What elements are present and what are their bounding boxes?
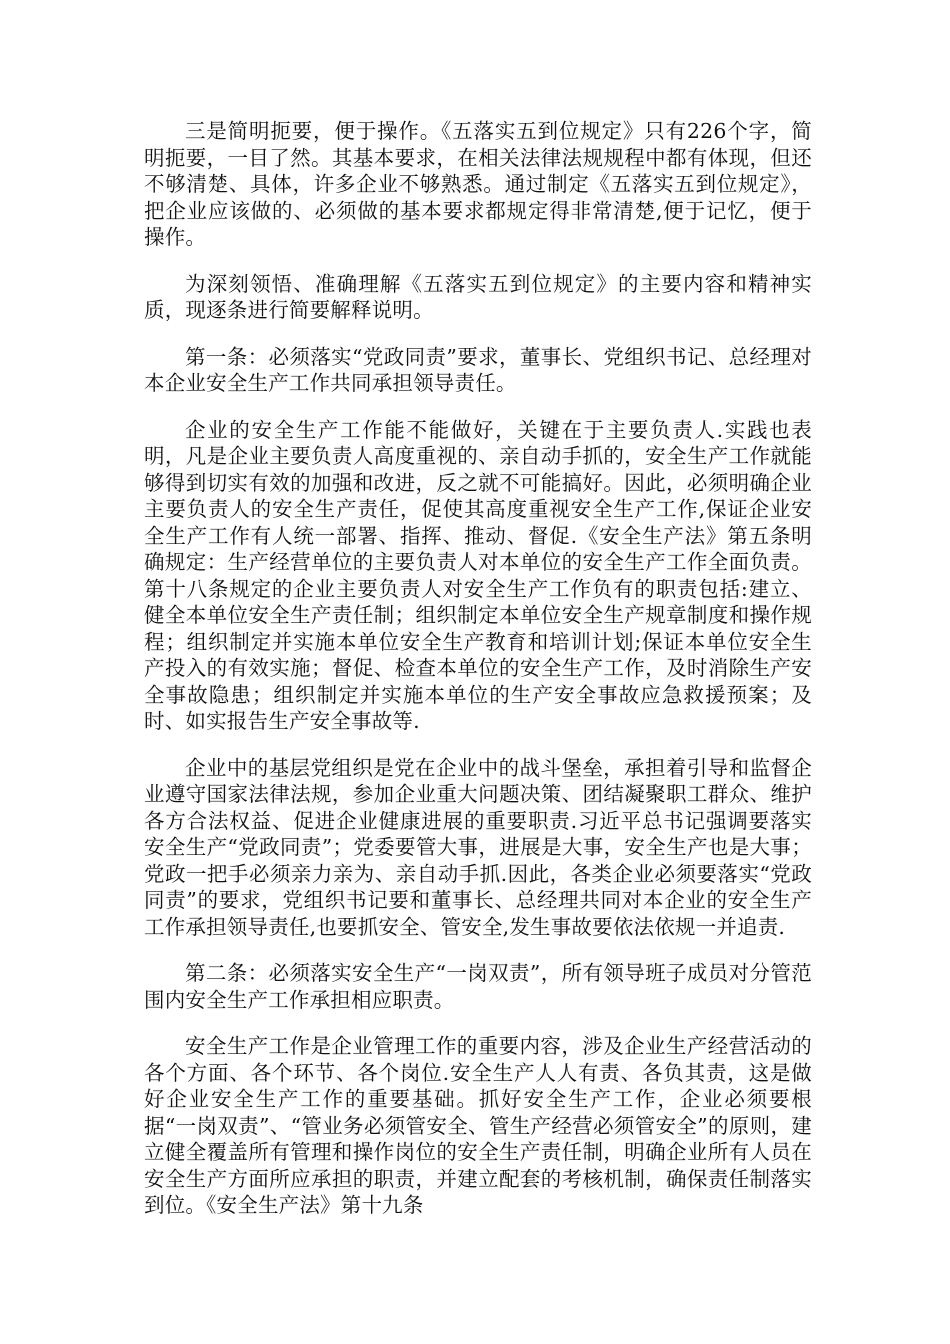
- paragraph-explanation-intro: 为深刻领悟、准确理解《五落实五到位规定》的主要内容和精神实质，现逐条进行简要解释说明。: [144, 271, 812, 322]
- paragraph-main-responsible-person: 企业的安全生产工作能不能做好，关键在于主要负责人.实践也表明，凡是企业主要负责人高度重视的、亲自动手抓的，安全生产工作就能够得到切实有效的加强和改进，反之就不可能搞好。因此，必须明确企业主要负责人的安全生产责任，促使其高度重视安全生产工作,保证企业安全生产工作有人统一部署、指挥、推动、督促.《安全生产法》第五条明确规定：生产经营单位的主要负责人对本单位的安全生产工作全面负责。第十八条规定的企业主要负责人对安全生产工作负有的职责包括:建立、健全本单位安全生产责任制；组织制定本单位安全生产规章制度和操作规程；组织制定并实施本单位安全生产教育和培训计划;保证本单位安全生产投入的有效实施；督促、检查本单位的安全生产工作，及时消除生产安全事故隐患；组织制定并实施本单位的生产安全事故应急救援预案；及时、如实报告生产安全事故等.: [144, 417, 812, 733]
- paragraph-article-one: 第一条：必须落实“党政同责”要求，董事长、党组织书记、总经理对本企业安全生产工作共同承担领导责任。: [144, 344, 812, 395]
- paragraph-safety-management: 安全生产工作是企业管理工作的重要内容，涉及企业生产经营活动的各个方面、各个环节、各个岗位.安全生产人人有责、各负其责，这是做好企业安全生产工作的重要基础。抓好安全生产工作，企业必须要根据“一岗双责”、“管业务必须管安全、管生产经营必须管安全”的原则，建立健全覆盖所有管理和操作岗位的安全生产责任制，明确企业所有人员在安全生产方面所应承担的职责，并建立配套的考核机制，确保责任制落实到位。《安全生产法》第十九条: [144, 1034, 812, 1217]
- paragraph-simple-operation: 三是简明扼要，便于操作。《五落实五到位规定》只有226个字，简明扼要，一目了然。其基本要求，在相关法律法规规程中都有体现，但还不够清楚、具体，许多企业不够熟悉。通过制定《五落实五到位规定》，把企业应该做的、必须做的基本要求都规定得非常清楚,便于记忆，便于操作。: [144, 119, 812, 249]
- paragraph-party-organization: 企业中的基层党组织是党在企业中的战斗堡垒，承担着引导和监督企业遵守国家法律法规，参加企业重大问题决策、团结凝聚职工群众、维护各方合法权益、促进企业健康进展的重要职责.习近平总书记强调要落实安全生产“党政同责”；党委要管大事，进展是大事，安全生产也是大事；党政一把手必须亲力亲为、亲自动手抓.因此，各类企业必须要落实“党政同责”的要求，党组织书记要和董事长、总经理共同对本企业的安全生产工作承担领导责任,也要抓安全、管安全,发生事故要依法依规一并追责.: [144, 755, 812, 939]
- document-page: [144, 118, 812, 1239]
- paragraph-article-two: 第二条：必须落实安全生产“一岗双责”，所有领导班子成员对分管范围内安全生产工作承担相应职责。: [144, 961, 812, 1012]
